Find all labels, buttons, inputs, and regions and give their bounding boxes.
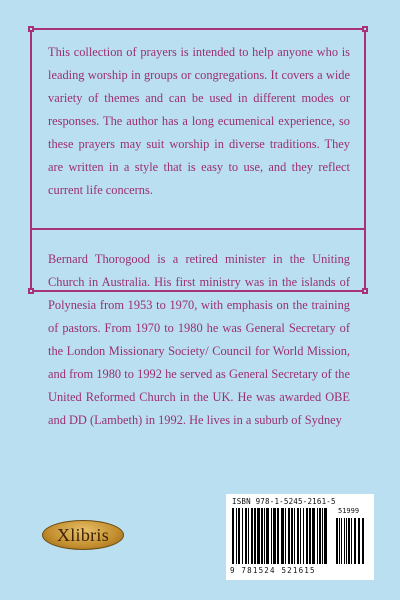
barcode-bars <box>232 508 368 566</box>
author-bio: Bernard Thorogood is a retired minister in the Uniting Church in Australia. His first ministry was in the islands of Polynesia from 1953 to 1970, with emphasis on the training of pastors. From 1970 to 1980 he was General Secretary of the London Missionary Society/ Council for World Mission, and from 1980 to 1992 he served as General Secretary of the United Reformed Church in the UK. He was awarded OBE and DD (Lambeth) in 1992. He lives in a suburb of Sydney <box>48 252 350 427</box>
section-divider <box>30 228 366 230</box>
barcode-main-bars <box>232 508 364 564</box>
frame-corner <box>28 26 34 32</box>
price-code: 51999 <box>338 507 360 515</box>
isbn-barcode <box>226 494 374 580</box>
isbn-label: ISBN 978-1-5245-2161-5 <box>232 497 336 506</box>
frame-corner <box>362 26 368 32</box>
book-blurb: This collection of prayers is intended to help anyone who is leading worship in groups or congregations. It covers a wide variety of themes and can be used in different modes or responses. The author has a long ecumenical experience, so these prayers may suit worship in diverse traditions. They are written in a style that is easy to use, and they reflect current life concerns. <box>48 45 350 197</box>
publisher-logo-text: Xlibris <box>56 524 110 545</box>
publisher-logo <box>42 520 124 550</box>
barcode-digits: 9 781524 521615 <box>230 566 316 575</box>
frame-corner <box>28 288 34 294</box>
frame-corner <box>362 288 368 294</box>
